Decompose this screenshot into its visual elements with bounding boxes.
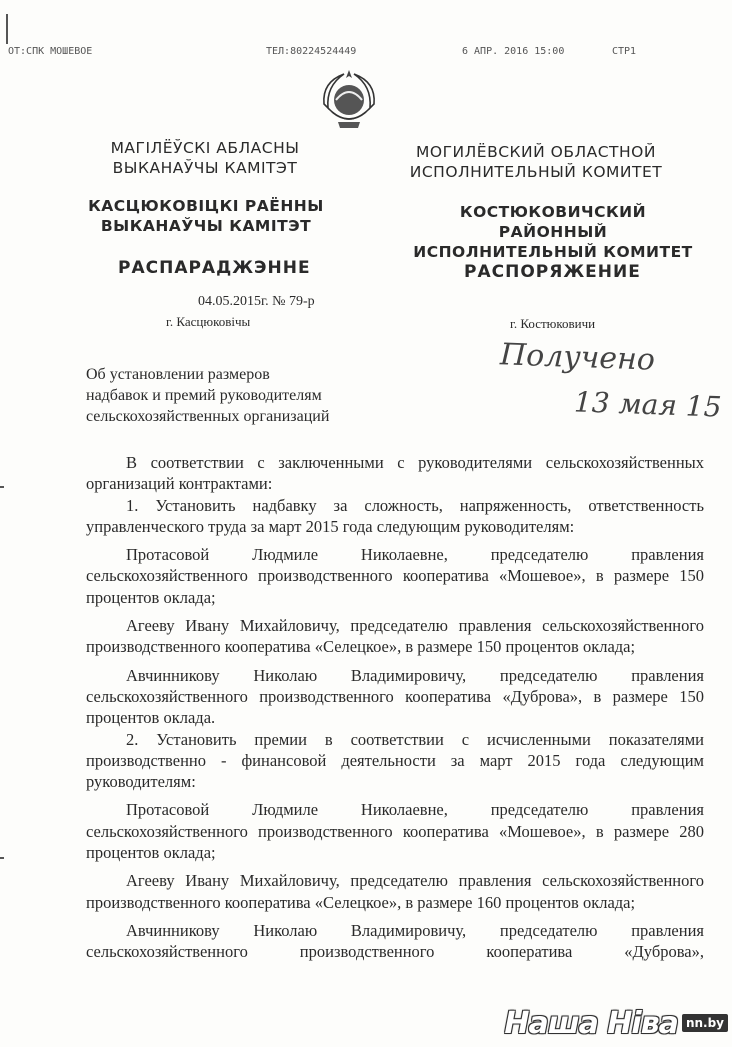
handwritten-received: Получено	[499, 337, 656, 378]
list-item: Протасовой Людмиле Николаевне, председателю правления сельскохозяйственного производственного кооператива «Мошевое», в размере 150 процентов оклада;	[86, 545, 704, 607]
list-item: Агееву Ивану Михайловичу, председателю правления сельскохозяйственного производственного кооператива «Селецкое», в размере 150 процентов оклада;	[86, 616, 704, 657]
doc-type-by: РАСПАРАДЖЭННЕ	[118, 258, 311, 278]
org-name-ru	[400, 142, 672, 182]
scan-mark	[0, 857, 4, 859]
document-body	[86, 452, 704, 963]
subject-line2: надбавок и премий руководителям	[86, 387, 322, 404]
list-item: Авчинникову Николаю Владимировичу, председателю правления сельскохозяйственного производственного кооператива «Дуброва», в размере 150 процентов оклада.	[86, 665, 704, 728]
fax-header	[0, 46, 732, 62]
org-ru-line1: МОГИЛЁВСКИЙ ОБЛАСТНОЙ	[416, 143, 656, 161]
handwritten-date: 13 мая 15	[573, 385, 723, 424]
org-name-by	[100, 138, 310, 178]
subject-line3: сельскохозяйственных организаций	[86, 408, 330, 425]
fax-page: СТР1	[612, 46, 637, 57]
org-ru-line4: ИСПОЛНИТЕЛЬНЫЙ КОМИТЕТ	[413, 243, 693, 261]
document-subject	[86, 364, 329, 427]
item-2: 2. Установить премии в соответствии с исчисленными показателями производственно - финансовой деятельности за март 2015 года следующим руководителям:	[86, 729, 704, 792]
subject-line1: Об установлении размеров	[86, 366, 270, 383]
watermark-logo	[504, 1005, 728, 1041]
fax-datetime: 6 АПР. 2016 15:00	[462, 46, 565, 57]
org-by-line2: ВЫКАНАЎЧЫ КАМІТЭТ	[112, 159, 298, 177]
doc-date-number: 04.05.2015г. № 79-р	[198, 294, 315, 309]
fax-phone: ТЕЛ:80224524449	[266, 46, 357, 57]
list-item: Агееву Ивану Михайловичу, председателю правления сельскохозяйственного производственного кооператива «Селецкое», в размере 160 процентов оклада;	[86, 871, 704, 912]
city-by: г. Касцюковічы	[166, 314, 251, 329]
org-ru-line2: ИСПОЛНИТЕЛЬНЫЙ КОМИТЕТ	[409, 163, 663, 181]
list-item: Авчинникову Николаю Владимировичу, председателю правления сельскохозяйственного производственного кооператива «Дуброва»,	[86, 920, 704, 962]
watermark-domain: nn.by	[682, 1014, 728, 1032]
item-1: 1. Установить надбавку за сложность, напряженность, ответственность управленческого труда за март 2015 года следующим руководителям:	[86, 495, 704, 536]
org-ru-line3: КОСТЮКОВИЧСКИЙ РАЙОННЫЙ	[459, 203, 647, 241]
scan-mark	[6, 14, 8, 44]
doc-type-ru: РАСПОРЯЖЕНИЕ	[464, 262, 641, 282]
scan-mark	[0, 486, 4, 488]
org-by-line3: КАСЦЮКОВІЦКІ РАЁННЫ	[88, 197, 324, 215]
city-ru: г. Костюковичи	[510, 316, 596, 331]
coat-of-arms-icon	[314, 64, 384, 134]
intro-paragraph: В соответствии с заключенными с руководителями сельскохозяйственных организаций контрактами:	[86, 453, 704, 494]
org-by-line1: МАГІЛЁЎСКІ АБЛАСНЫ	[110, 139, 300, 157]
district-name-ru	[408, 202, 698, 262]
list-item: Протасовой Людмиле Николаевне, председателю правления сельскохозяйственного производственного кооператива «Мошевое», в размере 280 процентов оклада;	[86, 800, 704, 863]
watermark-text: Наша Ніва	[504, 1005, 678, 1041]
org-by-line4: ВЫКАНАЎЧЫ КАМІТЭТ	[100, 217, 312, 235]
fax-sender: ОТ:СПК МОШЕВОЕ	[8, 46, 93, 57]
district-name-by	[78, 196, 334, 236]
